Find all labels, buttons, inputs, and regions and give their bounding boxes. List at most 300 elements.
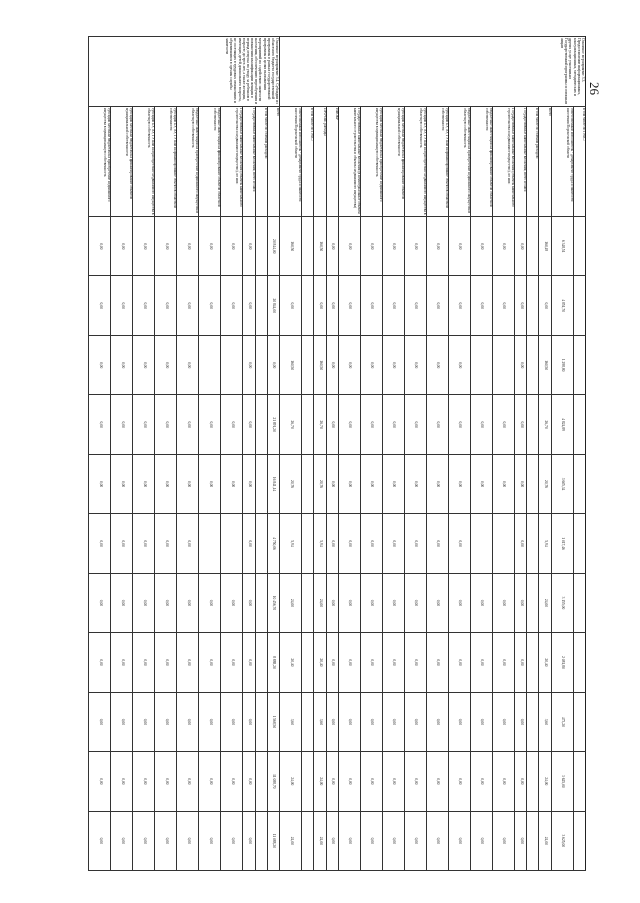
value-cell: 0,00	[89, 692, 111, 751]
value-cell: 0,00	[326, 633, 338, 692]
value-cell: 0,00	[404, 395, 426, 454]
value-cell: 0,00	[404, 811, 426, 870]
value-cell: 0,00	[404, 633, 426, 692]
value-cell: 1 298,80	[551, 335, 573, 394]
value-cell: 0,00	[243, 633, 255, 692]
value-cell: 0,00	[539, 276, 551, 335]
value-cell: 0,00	[155, 692, 177, 751]
value-cell: 0,00	[133, 276, 155, 335]
value-cell: 11 088,70	[267, 752, 279, 811]
value-cell: 0,00	[326, 514, 338, 573]
value-cell: 2 081,80	[551, 633, 573, 692]
value-cell: 3 605,34	[551, 454, 573, 513]
value-cell: 24,00	[280, 752, 302, 811]
value-cell: 0,00	[448, 752, 470, 811]
table-row	[133, 37, 155, 871]
value-cell: 0,00	[155, 217, 177, 276]
table-row	[280, 37, 302, 871]
table-row	[314, 37, 326, 871]
table-row	[302, 37, 314, 871]
rotated-table-content	[88, 36, 586, 871]
value-cell: 0,00	[155, 752, 177, 811]
value-cell: 160,50	[280, 335, 302, 394]
row-label: субсидии местным бюджетам на приобретение недвижимого имущества в муниципальную собственность	[89, 107, 111, 217]
value-cell: 0,00	[155, 395, 177, 454]
value-cell: 0,00	[338, 276, 360, 335]
value-cell: 0,00	[243, 514, 255, 573]
value-cell	[527, 395, 539, 454]
value-cell: 0,00	[514, 811, 526, 870]
value-cell: 3,60	[314, 692, 326, 751]
value-cell: 0,00	[404, 454, 426, 513]
value-cell: 0,00	[338, 454, 360, 513]
value-cell	[199, 335, 221, 394]
value-cell: 24,00	[539, 573, 551, 632]
value-cell	[302, 752, 314, 811]
value-cell: 0,00	[382, 573, 404, 632]
value-cell	[573, 395, 585, 454]
value-cell: 0,00	[492, 811, 514, 870]
value-cell: 0,00	[338, 811, 360, 870]
value-cell: 0,00	[338, 335, 360, 394]
value-cell: 0,00	[338, 395, 360, 454]
value-cell: 5,94	[280, 514, 302, 573]
value-cell: 0,00	[326, 335, 338, 394]
value-cell: 11 088,20	[267, 811, 279, 870]
value-cell	[527, 811, 539, 870]
table-row	[255, 37, 267, 871]
row-label: субсидии БУ, АУ, ГУПам на приобретение недвижимого имущества в областную собственность	[133, 107, 155, 217]
table-row	[514, 37, 526, 871]
row-label: в том числе по ГРБС:	[573, 107, 585, 217]
row-label: ответственный исполнитель - департамент труда и занятости населения Воронежской области	[551, 107, 573, 217]
value-cell: 0,00	[338, 633, 360, 692]
value-cell: 0,00	[514, 454, 526, 513]
value-cell: 0,00	[426, 454, 448, 513]
value-cell: 0,00	[155, 811, 177, 870]
value-cell: 10 456,70	[267, 573, 279, 632]
row-label: всего	[267, 107, 279, 217]
value-cell: 0,00	[492, 276, 514, 335]
value-cell: 0,00	[177, 633, 199, 692]
value-cell: 0,00	[382, 811, 404, 870]
value-cell: 0,00	[338, 752, 360, 811]
value-cell: 4 750,06	[267, 514, 279, 573]
value-cell: 0,00	[221, 454, 243, 513]
value-cell	[527, 276, 539, 335]
value-cell: 0,00	[221, 811, 243, 870]
value-cell: 0,00	[448, 395, 470, 454]
value-cell: 3,60	[539, 692, 551, 751]
value-cell: 0,00	[360, 573, 382, 632]
value-cell: 0,00	[492, 217, 514, 276]
value-cell	[573, 514, 585, 573]
value-cell: 0,00	[177, 395, 199, 454]
value-cell: 0,00	[111, 573, 133, 632]
value-cell: 24,00	[280, 573, 302, 632]
value-cell: 20,76	[539, 454, 551, 513]
value-cell: 0,00	[514, 276, 526, 335]
value-cell: 0,00	[448, 335, 470, 394]
value-cell: 0,00	[243, 811, 255, 870]
value-cell: 0,00	[177, 811, 199, 870]
value-cell: 3 625,00	[551, 811, 573, 870]
value-cell	[255, 633, 267, 692]
value-cell: 0,00	[448, 692, 470, 751]
value-cell	[573, 454, 585, 513]
value-cell: 0,00	[177, 276, 199, 335]
value-cell: 0,00	[492, 692, 514, 751]
table-row	[551, 37, 573, 871]
value-cell	[573, 752, 585, 811]
value-cell: 0,00	[448, 217, 470, 276]
value-cell: 0,00	[514, 633, 526, 692]
value-cell: 0,00	[177, 692, 199, 751]
row-label: в том числе по статьям расходов:	[255, 107, 267, 217]
value-cell: 0,00	[338, 514, 360, 573]
value-cell: 0,00	[111, 454, 133, 513]
value-cell	[302, 217, 314, 276]
value-cell: 0,00	[199, 752, 221, 811]
value-cell: 0,00	[360, 395, 382, 454]
value-cell: 0,00	[155, 514, 177, 573]
value-cell: 3 625,00	[551, 752, 573, 811]
value-cell	[573, 633, 585, 692]
value-cell: 0,00	[326, 752, 338, 811]
value-cell: 0,00	[426, 395, 448, 454]
value-cell: 0,00	[382, 335, 404, 394]
value-cell	[492, 335, 514, 394]
table-row	[267, 37, 279, 871]
value-cell: 0,00	[221, 276, 243, 335]
table-row	[221, 37, 243, 871]
value-cell: 5,94	[314, 514, 326, 573]
value-cell: 0,00	[243, 335, 255, 394]
row-label: субсидии БУ, АУ, ГУПам на приобретение недвижимого имущества в областную собственность	[404, 107, 426, 217]
value-cell: 0,00	[382, 514, 404, 573]
value-cell: 0,00	[360, 811, 382, 870]
value-cell	[573, 335, 585, 394]
value-cell	[302, 633, 314, 692]
value-cell: 0,00	[448, 514, 470, 573]
value-cell: 0,00	[426, 752, 448, 811]
value-cell	[255, 811, 267, 870]
value-cell: 0,00	[360, 692, 382, 751]
row-label: субсидии БУ, АУ, ГУПам на финансирование объектов областной собственности	[155, 107, 177, 217]
value-cell: 0,00	[155, 454, 177, 513]
value-cell: 20,40	[539, 633, 551, 692]
value-cell: 0,00	[177, 217, 199, 276]
value-cell: 160,50	[314, 217, 326, 276]
value-cell: 160,50	[539, 335, 551, 394]
value-cell: 0,00	[89, 217, 111, 276]
value-cell: 4 851,70	[551, 276, 573, 335]
value-cell: 0,00	[199, 811, 221, 870]
value-cell	[573, 811, 585, 870]
table-row	[177, 37, 199, 871]
value-cell	[302, 811, 314, 870]
value-cell: 0,00	[426, 692, 448, 751]
value-cell: 1 568,50	[267, 692, 279, 751]
value-cell: 0,00	[155, 335, 177, 394]
value-cell: 0,00	[243, 573, 255, 632]
value-cell: 0,00	[133, 633, 155, 692]
value-cell: 0,00	[177, 454, 199, 513]
value-cell	[527, 573, 539, 632]
value-cell: 0,00	[492, 752, 514, 811]
value-cell: 0,00	[338, 692, 360, 751]
value-cell: 0,00	[514, 752, 526, 811]
value-cell	[527, 633, 539, 692]
row-label: субсидии местным бюджетам на приобретение недвижимого имущества в муниципальную собственность	[360, 107, 382, 217]
value-cell: 3,60	[280, 692, 302, 751]
value-cell	[255, 692, 267, 751]
value-cell: 0,00	[360, 514, 382, 573]
value-cell: 0,00	[470, 217, 492, 276]
value-cell: 0,00	[243, 276, 255, 335]
value-cell: 6 348,51	[551, 217, 573, 276]
row-label: Государственные капитальные вложения (в нематериальные объекты капитального строительства и объекты недвижимого имущества)	[338, 107, 360, 217]
value-cell: 0,00	[382, 633, 404, 692]
value-cell	[527, 217, 539, 276]
value-cell: 0,00	[111, 335, 133, 394]
value-cell: 0,00	[155, 276, 177, 335]
value-cell: 0,00	[514, 335, 526, 394]
value-cell: 0,00	[326, 217, 338, 276]
value-cell: 20,40	[280, 633, 302, 692]
value-cell: 0,00	[326, 454, 338, 513]
value-cell: 3 155,00	[551, 573, 573, 632]
value-cell: 0,00	[470, 692, 492, 751]
value-cell: 0,00	[89, 811, 111, 870]
value-cell: 0,00	[111, 811, 133, 870]
value-cell: 0,00	[470, 811, 492, 870]
value-cell: 0,00	[221, 395, 243, 454]
value-cell: 0,00	[221, 573, 243, 632]
value-cell: 0,00	[221, 217, 243, 276]
value-cell	[573, 276, 585, 335]
value-cell: 0,00	[426, 217, 448, 276]
value-cell	[302, 454, 314, 513]
value-cell: 20 844,00	[267, 217, 279, 276]
table-row	[338, 37, 360, 871]
value-cell: 1 017,46	[551, 514, 573, 573]
row-label: в том числе по статьям расходов:	[527, 107, 539, 217]
value-cell	[527, 514, 539, 573]
value-cell: 0,00	[133, 335, 155, 394]
table-row	[492, 37, 514, 871]
row-label: ПРОЧИЕ расходы	[314, 107, 326, 217]
value-cell: 0,00	[382, 217, 404, 276]
table-row	[155, 37, 177, 871]
value-cell: 0,00	[404, 692, 426, 751]
row-label: бюджетные инвестиции на финансирование объектов областной собственности	[470, 107, 492, 217]
value-cell	[302, 395, 314, 454]
value-cell	[573, 692, 585, 751]
value-cell	[527, 692, 539, 751]
value-cell: 0,00	[133, 454, 155, 513]
value-cell: 0,00	[470, 454, 492, 513]
value-cell	[470, 335, 492, 394]
value-cell: 0,00	[89, 752, 111, 811]
value-cell: 8 888,20	[267, 633, 279, 692]
value-cell: 0,00	[470, 395, 492, 454]
value-cell: 24,00	[280, 811, 302, 870]
value-cell: 0,00	[314, 276, 326, 335]
table-row	[426, 37, 448, 871]
value-cell: 0,00	[199, 395, 221, 454]
value-cell: 160,50	[280, 217, 302, 276]
value-cell: 0,00	[360, 633, 382, 692]
value-cell: 0,00	[404, 276, 426, 335]
table-row	[243, 37, 255, 871]
value-cell: 0,00	[514, 692, 526, 751]
value-cell: 0,00	[492, 395, 514, 454]
value-cell: 0,00	[133, 573, 155, 632]
value-cell: 0,00	[470, 752, 492, 811]
value-cell	[527, 335, 539, 394]
value-cell	[221, 514, 243, 573]
table-row	[326, 37, 338, 871]
value-cell	[302, 514, 314, 573]
value-cell: 26,70	[539, 395, 551, 454]
value-cell: 0,00	[199, 573, 221, 632]
value-cell: 0,00	[133, 395, 155, 454]
value-cell: 0,00	[360, 752, 382, 811]
value-cell: 0,00	[243, 454, 255, 513]
value-cell: 20,76	[280, 454, 302, 513]
value-cell: 24,00	[314, 752, 326, 811]
value-cell: 0,00	[448, 633, 470, 692]
value-cell: 0,00	[199, 692, 221, 751]
value-cell	[470, 514, 492, 573]
row-label: в том числе по ГРБС:	[302, 107, 314, 217]
value-cell: 0,00	[514, 217, 526, 276]
value-cell: 0,00	[382, 395, 404, 454]
value-cell: 0,00	[326, 811, 338, 870]
row-label: субсидии местным бюджетам на финансирование объектов муниципальной собственности	[111, 107, 133, 217]
value-cell: 0,00	[243, 395, 255, 454]
value-cell: 0,00	[89, 633, 111, 692]
value-cell: 24,00	[539, 752, 551, 811]
value-cell: 24,00	[314, 811, 326, 870]
value-cell: 0,00	[382, 752, 404, 811]
value-cell: 0,00	[155, 633, 177, 692]
value-cell: 0,00	[177, 752, 199, 811]
value-cell: 0,00	[221, 633, 243, 692]
row-label: субсидии местным бюджетам на финансирование объектов муниципальной собственности	[382, 107, 404, 217]
value-cell: 0,00	[89, 276, 111, 335]
row-label: ответственный исполнитель - департамент труда и занятости населения Воронежской области	[280, 107, 302, 217]
value-cell: 0,00	[360, 454, 382, 513]
value-cell: 0,00	[326, 573, 338, 632]
row-label: субсидии БУ, АУ, ГУПам на финансирование объектов областной собственности	[426, 107, 448, 217]
value-cell: 0,00	[133, 752, 155, 811]
value-cell	[221, 335, 243, 394]
value-cell	[527, 454, 539, 513]
value-cell: 0,00	[448, 573, 470, 632]
value-cell	[255, 276, 267, 335]
value-cell: 0,00	[89, 573, 111, 632]
row-label: всего	[539, 107, 551, 217]
row-label: Государственные капитальные вложения, всего из них:	[514, 107, 526, 217]
value-cell: 0,00	[338, 573, 360, 632]
table-row	[382, 37, 404, 871]
table-row	[404, 37, 426, 871]
value-cell: 26,70	[280, 395, 302, 454]
value-cell: 0,00	[133, 811, 155, 870]
value-cell: 0,00	[514, 395, 526, 454]
value-cell: 0,00	[133, 692, 155, 751]
value-cell: 5,94	[539, 514, 551, 573]
value-cell: 0,00	[470, 276, 492, 335]
value-cell: 0,00	[470, 573, 492, 632]
value-cell: 26,70	[314, 395, 326, 454]
value-cell: 0,00	[111, 276, 133, 335]
rotated-table-frame	[88, 36, 586, 871]
value-cell	[302, 335, 314, 394]
value-cell: 0,00	[199, 633, 221, 692]
value-cell: 0,00	[492, 573, 514, 632]
value-cell: 0,00	[492, 454, 514, 513]
value-cell	[199, 514, 221, 573]
value-cell: 4 824,89	[551, 395, 573, 454]
table-row	[89, 37, 111, 871]
value-cell	[255, 752, 267, 811]
value-cell: 0,00	[177, 514, 199, 573]
table-row	[448, 37, 470, 871]
value-cell	[302, 573, 314, 632]
row-label: Государственные капитальные вложения (объекты капитального строительства и недвижимое имущество), из них:	[221, 107, 243, 217]
value-cell: 0,00	[426, 276, 448, 335]
value-cell: 0,00	[89, 454, 111, 513]
value-cell: 0,00	[426, 811, 448, 870]
value-cell	[573, 217, 585, 276]
value-cell: 0,00	[199, 454, 221, 513]
value-cell: 160,49	[539, 217, 551, 276]
value-cell: 0,00	[111, 217, 133, 276]
value-cell: 0,00	[514, 514, 526, 573]
value-cell: 0,00	[111, 514, 133, 573]
row-label: Государственные капитальные вложения (объекты капитального строительства и недвижимое имущество), из них:	[492, 107, 514, 217]
value-cell	[302, 276, 314, 335]
value-cell: 0,00	[267, 335, 279, 394]
table-row	[199, 37, 221, 871]
row-label: Государственные капитальные вложения, всего из них:	[243, 107, 255, 217]
value-cell: 0,00	[89, 335, 111, 394]
value-cell: 0,00	[243, 692, 255, 751]
value-cell: 0,00	[404, 514, 426, 573]
value-cell: 0,00	[448, 811, 470, 870]
value-cell	[255, 335, 267, 394]
value-cell: 0,00	[155, 573, 177, 632]
value-cell: 0,00	[243, 752, 255, 811]
value-cell: 0,00	[280, 276, 302, 335]
page-number: 26	[587, 82, 602, 95]
value-cell: 20 844,00	[267, 276, 279, 335]
value-cell: 0,00	[426, 335, 448, 394]
value-cell: 0,00	[133, 514, 155, 573]
value-cell: 0,00	[470, 633, 492, 692]
value-cell: 0,00	[221, 692, 243, 751]
table-row	[111, 37, 133, 871]
value-cell: 0,00	[177, 335, 199, 394]
value-cell: 473,20	[551, 692, 573, 751]
value-cell: 21 891,20	[267, 395, 279, 454]
table-row	[470, 37, 492, 871]
row-label: бюджетные инвестиции на приобретение недвижимого имущества в областную собственность	[177, 107, 199, 217]
value-cell: 0,00	[492, 633, 514, 692]
